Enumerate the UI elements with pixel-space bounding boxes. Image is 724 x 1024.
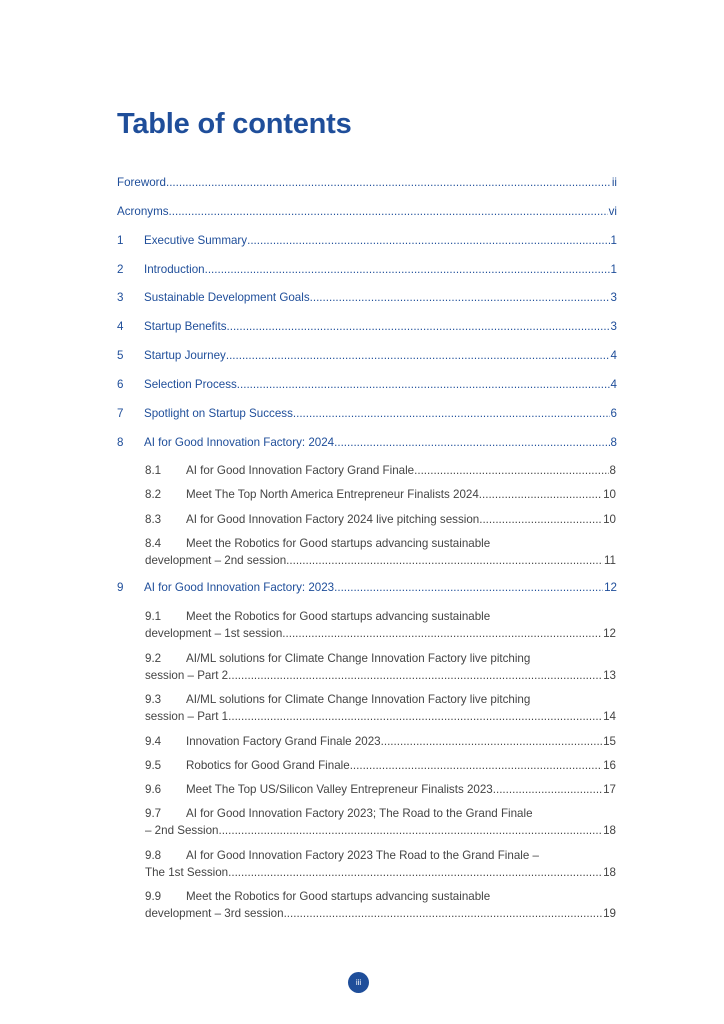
toc-entry-section-6[interactable] bbox=[117, 378, 617, 392]
page-number-badge: iii bbox=[348, 972, 369, 993]
toc-number: 9.4 bbox=[145, 735, 162, 748]
toc-number: 9.8 bbox=[145, 849, 162, 862]
toc-leader bbox=[310, 291, 610, 305]
toc-page: 6 bbox=[610, 407, 617, 420]
toc-number: 9 bbox=[117, 581, 124, 594]
toc-label: AI/ML solutions for Climate Change Innovation Factory live pitching bbox=[186, 652, 531, 665]
toc-entry-9-2-line2[interactable] bbox=[145, 669, 616, 683]
toc-entry-9-6[interactable] bbox=[145, 783, 616, 797]
toc-entry-acronyms[interactable] bbox=[117, 205, 617, 219]
toc-page: 18 bbox=[603, 866, 616, 879]
toc-label-continued: session – Part 2 bbox=[145, 669, 229, 682]
toc-number: 7 bbox=[117, 407, 124, 420]
toc-label: Executive Summary bbox=[144, 234, 248, 247]
toc-label: AI for Good Innovation Factory: 2024 bbox=[144, 436, 335, 449]
toc-label: Acronyms bbox=[117, 205, 169, 218]
toc-label: Meet the Robotics for Good startups advancing sustainable bbox=[186, 610, 491, 623]
toc-entry-8-4-line2[interactable] bbox=[145, 554, 616, 568]
toc-entry-8-4-line1[interactable] bbox=[145, 537, 490, 551]
toc-number: 9.2 bbox=[145, 652, 162, 665]
toc-leader bbox=[227, 320, 610, 334]
toc-page: 17 bbox=[603, 783, 616, 796]
toc-entry-9-5[interactable] bbox=[145, 759, 616, 773]
toc-number: 2 bbox=[117, 263, 124, 276]
toc-number: 8 bbox=[117, 436, 124, 449]
toc-entry-section-3[interactable] bbox=[117, 291, 617, 305]
toc-page: 15 bbox=[603, 735, 616, 748]
toc-label: Robotics for Good Grand Finale bbox=[186, 759, 350, 772]
toc-entry-9-2-line1[interactable] bbox=[145, 652, 530, 666]
toc-label: AI for Good Innovation Factory: 2023 bbox=[144, 581, 335, 594]
toc-label: Foreword bbox=[117, 176, 166, 189]
toc-entry-9-1-line1[interactable] bbox=[145, 610, 490, 624]
toc-number: 3 bbox=[117, 291, 124, 304]
toc-label-continued: development – 1st session bbox=[145, 627, 283, 640]
toc-entry-section-2[interactable] bbox=[117, 263, 617, 277]
toc-entry-9-7-line2[interactable] bbox=[145, 824, 616, 838]
toc-leader bbox=[228, 669, 602, 683]
toc-entry-foreword[interactable] bbox=[117, 176, 617, 190]
toc-label: Sustainable Development Goals bbox=[144, 291, 310, 304]
toc-number: 8.3 bbox=[145, 513, 162, 526]
toc-leader bbox=[205, 263, 610, 277]
toc-entry-9-9-line2[interactable] bbox=[145, 907, 616, 921]
toc-entry-section-9[interactable] bbox=[117, 581, 617, 595]
toc-leader bbox=[334, 581, 603, 595]
toc-label: AI for Good Innovation Factory 2023 The Road to the Grand Finale – bbox=[186, 849, 539, 862]
toc-leader bbox=[479, 488, 602, 502]
toc-leader bbox=[226, 349, 610, 363]
toc-leader bbox=[218, 824, 602, 838]
toc-number: 8.1 bbox=[145, 464, 162, 477]
toc-label: Meet The Top US/Silicon Valley Entrepreneur Finalists 2023 bbox=[186, 783, 493, 796]
toc-page: 3 bbox=[610, 291, 617, 304]
page-title: Table of contents bbox=[117, 108, 352, 140]
toc-leader bbox=[493, 783, 602, 797]
toc-entry-9-4[interactable] bbox=[145, 735, 616, 749]
toc-number: 8.2 bbox=[145, 488, 162, 501]
toc-label-continued: development – 3rd session bbox=[145, 907, 284, 920]
toc-label-continued: session – Part 1 bbox=[145, 710, 229, 723]
toc-page: 13 bbox=[603, 669, 616, 682]
toc-entry-section-5[interactable] bbox=[117, 349, 617, 363]
toc-label: Introduction bbox=[144, 263, 205, 276]
toc-leader bbox=[414, 464, 608, 478]
toc-number: 1 bbox=[117, 234, 124, 247]
toc-page: 14 bbox=[603, 710, 616, 723]
toc-leader bbox=[479, 513, 602, 527]
toc-leader bbox=[286, 554, 603, 568]
toc-number: 9.7 bbox=[145, 807, 162, 820]
toc-entry-9-8-line1[interactable] bbox=[145, 849, 539, 863]
toc-page: 12 bbox=[604, 581, 617, 594]
toc-leader bbox=[169, 205, 608, 219]
toc-number: 6 bbox=[117, 378, 124, 391]
toc-page: 4 bbox=[610, 349, 617, 362]
toc-entry-9-3-line2[interactable] bbox=[145, 710, 616, 724]
toc-number: 5 bbox=[117, 349, 124, 362]
toc-leader bbox=[284, 907, 603, 921]
toc-entry-section-7[interactable] bbox=[117, 407, 617, 421]
toc-label-continued: development – 2nd session bbox=[145, 554, 287, 567]
toc-page: 19 bbox=[603, 907, 616, 920]
toc-leader bbox=[247, 234, 609, 248]
toc-page: 4 bbox=[610, 378, 617, 391]
toc-label-continued: The 1st Session bbox=[145, 866, 229, 879]
toc-page: 16 bbox=[603, 759, 616, 772]
toc-label: Spotlight on Startup Success bbox=[144, 407, 293, 420]
toc-page: 18 bbox=[603, 824, 616, 837]
toc-leader bbox=[228, 866, 602, 880]
toc-label: Selection Process bbox=[144, 378, 237, 391]
toc-leader bbox=[166, 176, 611, 190]
toc-page: 1 bbox=[610, 263, 617, 276]
toc-entry-8-3[interactable] bbox=[145, 513, 616, 527]
toc-label: AI for Good Innovation Factory Grand Finale bbox=[186, 464, 415, 477]
toc-page: 8 bbox=[609, 464, 616, 477]
toc-entry-9-7-line1[interactable] bbox=[145, 807, 533, 821]
toc-entry-8-1[interactable] bbox=[145, 464, 616, 478]
toc-label: AI for Good Innovation Factory 2023; The Road to the Grand Finale bbox=[186, 807, 533, 820]
toc-label: Meet the Robotics for Good startups advancing sustainable bbox=[186, 890, 491, 903]
toc-leader bbox=[237, 378, 610, 392]
toc-number: 9.1 bbox=[145, 610, 162, 623]
toc-label: Startup Benefits bbox=[144, 320, 227, 333]
toc-number: 9.3 bbox=[145, 693, 162, 706]
toc-page: 8 bbox=[610, 436, 617, 449]
toc-entry-9-8-line2[interactable] bbox=[145, 866, 616, 880]
toc-page: 12 bbox=[603, 627, 616, 640]
toc-entry-section-8[interactable] bbox=[117, 436, 617, 450]
toc-number: 9.6 bbox=[145, 783, 162, 796]
toc-label: AI for Good Innovation Factory 2024 live pitching session bbox=[186, 513, 480, 526]
toc-number: 9.9 bbox=[145, 890, 162, 903]
toc-page: 11 bbox=[603, 554, 616, 567]
toc-leader bbox=[282, 627, 602, 641]
toc-leader bbox=[334, 436, 609, 450]
toc-leader bbox=[381, 735, 602, 749]
toc-label-continued: – 2nd Session bbox=[145, 824, 219, 837]
toc-page: 10 bbox=[603, 513, 616, 526]
toc-label: Startup Journey bbox=[144, 349, 226, 362]
toc-number: 4 bbox=[117, 320, 124, 333]
toc-label: Meet the Robotics for Good startups advancing sustainable bbox=[186, 537, 491, 550]
toc-leader bbox=[228, 710, 602, 724]
toc-label: AI/ML solutions for Climate Change Innovation Factory live pitching bbox=[186, 693, 531, 706]
toc-entry-section-1[interactable] bbox=[117, 234, 617, 248]
toc-entry-9-9-line1[interactable] bbox=[145, 890, 490, 904]
toc-entry-8-2[interactable] bbox=[145, 488, 616, 502]
toc-entry-9-3-line1[interactable] bbox=[145, 693, 530, 707]
toc-page: 1 bbox=[610, 234, 617, 247]
toc-entry-9-1-line2[interactable] bbox=[145, 627, 616, 641]
toc-page: ii bbox=[611, 176, 617, 189]
toc-page: 10 bbox=[603, 488, 616, 501]
toc-label: Innovation Factory Grand Finale 2023 bbox=[186, 735, 381, 748]
toc-leader bbox=[293, 407, 610, 421]
toc-page: vi bbox=[608, 205, 617, 218]
toc-page: 3 bbox=[610, 320, 617, 333]
toc-leader bbox=[350, 759, 602, 773]
toc-number: 9.5 bbox=[145, 759, 162, 772]
toc-entry-section-4[interactable] bbox=[117, 320, 617, 334]
toc-number: 8.4 bbox=[145, 537, 162, 550]
toc-label: Meet The Top North America Entrepreneur Finalists 2024 bbox=[186, 488, 479, 501]
